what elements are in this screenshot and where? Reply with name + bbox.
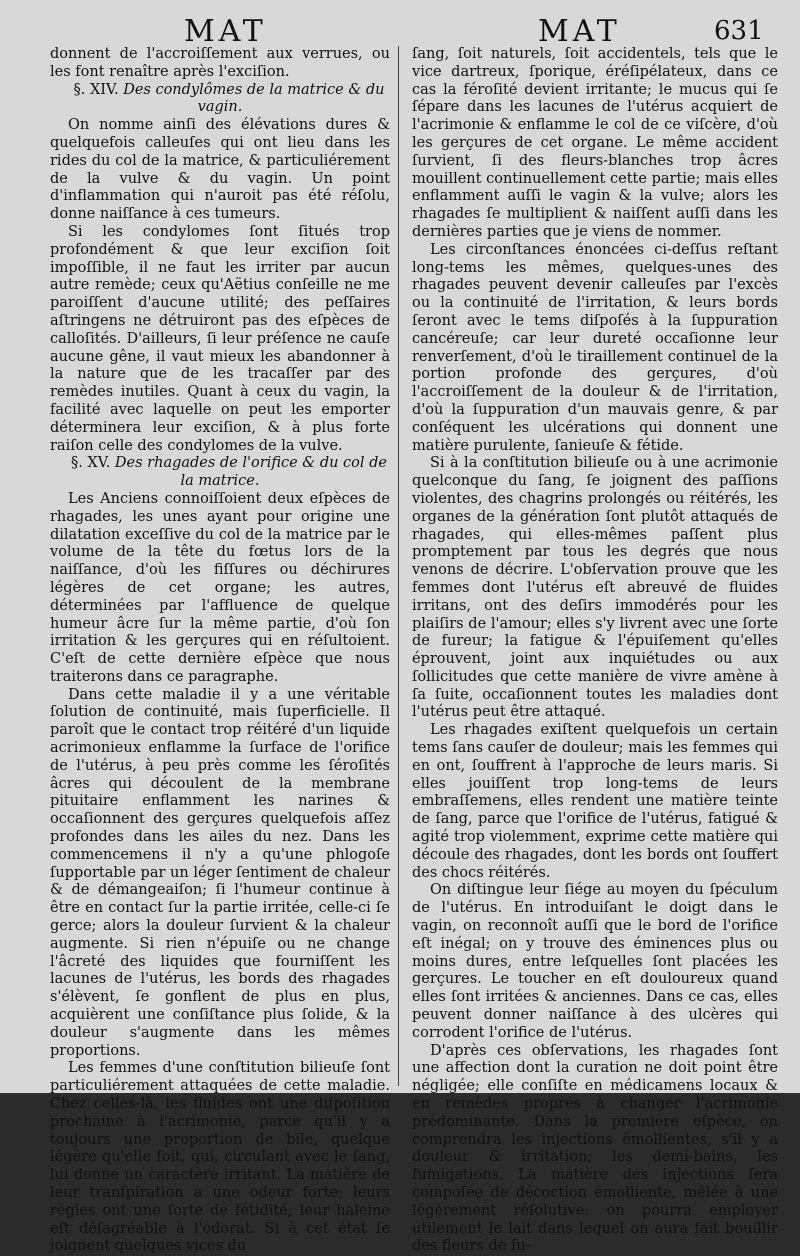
paragraph: Si à la conſtitution bilieuſe ou à une acrimonie quelconque du ſang, ſe joignent des paſſions violentes, des chagrins prolongés ou réitérés, les organes de la génération ſont plutôt attaqués de rhagades, qui elles-mêmes paſſent plus promptement par tous les degrés que nous venons de décrire. L'obſervation prouve que les femmes dont l'utérus eſt abreuvé de fluides irritans, ont des deſirs immodérés pour les plaiſirs de l'amour; elles s'y livrent avec une ſorte de fureur; la fatigue & l'épuiſement qu'elles éprouvent, joint aux inquiétudes ou aux ſollicitudes que cette manière de vivre amène à ſa ſuite, occaſionnent toutes les maladies dont l'utérus peut être attaqué.	[412, 455, 778, 721]
paragraph: donnent de l'accroiſſement aux verrues, ou les font renaître après l'exciſion.	[50, 46, 390, 80]
paragraph: Si les condylomes ſont ſitués trop profondément & que leur exciſion ſoit impoſſible, il ne faut les irriter par aucun autre remède; ceux qu'Aëtius conſeille ne me paroiſſent d'aucune utilité; des peſſaires aſtringens ne détruiront pas des eſpèces de calloſités. D'ailleurs, ſi leur préſence ne cauſe aucune gêne, il vaut mieux les abandonner à la nature que de les tracaſſer par des remèdes inutiles. Quant à ceux du vagin, la facilité avec laquelle on peut les emporter déterminera leur exciſion, & à plus forte raiſon celle des condylomes de la vulve.	[50, 223, 390, 454]
section-title: Des condylômes de la matrice & du vagin.	[123, 81, 385, 116]
left-column	[50, 46, 390, 1256]
header-left-title: MAT	[184, 14, 267, 49]
section-heading-xv	[50, 455, 390, 491]
running-header	[0, 8, 800, 49]
paragraph: On diſtingue leur ſiége au moyen du ſpéculum de l'utérus. En introduiſant le doigt dans le vagin, on reconnoît auſſi que le bord de l'orifice eſt inégal; on y trouve des éminences plus ou moins dures, entre leſquelles ſont placées les gerçures. Le toucher en eſt douloureux quand elles ſont irritées & anciennes. Dans ce cas, elles peuvent donner naiſſance à des ulcères qui corrodent l'orifice de l'utérus.	[412, 882, 778, 1041]
section-number: §. XV.	[70, 455, 111, 472]
section-number: §. XIV.	[73, 81, 119, 98]
paragraph: ſang, ſoit naturels, ſoit accidentels, tels que le vice dartreux, ſporique, éréſipélateux, dans ce cas la féroſité devient irritante; le mucus qui ſe ſépare dans les lacunes de l'utérus acquiert de l'acrimonie & enflamme le col de ce viſcère, d'où les gerçures de cet organe. Le même accident ſurvient, ſi des fleurs-blanches trop âcres mouillent continuellement cette partie; mais elles enflamment auſſi le vagin & la vulve; alors les rhagades ſe multiplient & naiſſent auſſi dans les dernières parties que je viens de nommer.	[412, 46, 778, 240]
paragraph: Les rhagades exiſtent quelquefois un certain tems ſans cauſer de douleur; mais les femmes qui en ont, ſouffrent à l'approche de leurs maris. Si elles jouiſſent trop long-tems de leurs embraſſemens, elles rendent une matière teinte de ſang, parce que l'orifice de l'utérus, fatigué & agité trop violemment, exprime cette matière qui découle des rhagades, dont les bords ont ſouffert des chocs réitérés.	[412, 722, 778, 881]
paragraph: Les femmes d'une conſtitution bilieuſe ſont particuliérement attaquées de cette maladie. Chez celles-là, les fluides ont une diſpoſition prochaine à l'acrimonie, parce qu'il y a toujours une proportion de bile, quelque légère qu'elle ſoit, qui, circulant avec le ſang, lui donne un caractère irritant. La matière de leur tranſpiration a une odeur forte; leurs règles ont une ſorte de fétidité; leur haleine eſt déſagréable à l'odorat. Si à cet état ſe joignent quelques vices du	[50, 1060, 390, 1255]
column-divider	[398, 46, 399, 1086]
paragraph: Dans cette maladie il y a une véritable ſolution de continuité, mais ſuperficielle. Il paroît que le contact trop réitéré d'un liquide acrimonieux enflamme la ſurface de l'orifice de l'utérus, à peu près comme les ſéroſités âcres qui découlent de la membrane pituitaire enflamment les narines & occaſionnent des gerçures quelquefois aſſez profondes dans les ailes du nez. Dans les commencemens il n'y a qu'une phlogoſe ſupportable par un léger ſentiment de chaleur & de démangeaiſon; ſi l'humeur continue à être en contact ſur la partie irritée, celle-ci ſe gerce; alors la douleur ſurvient & la chaleur augmente. Si rien n'épuiſe ou ne change l'âcreté des liquides que fourniſſent les lacunes de l'utérus, les bords des rhagades s'élèvent, ſe gonflent de plus en plus, acquièrent une conſiſtance plus ſolide, & la douleur s'augmente dans les mêmes proportions.	[50, 686, 390, 1059]
page-number: 631	[714, 16, 764, 46]
paragraph: Les Anciens connoiſſoient deux eſpèces de rhagades, les unes ayant pour origine une dilatation exceſſive du col de la matrice par le volume de la tête du fœtus lors de la naiſſance, d'où les fiſſures ou déchirures légères de cet organe; les autres, déterminées par l'affluence de quelque humeur âcre ſur la même partie, d'où ſon irritation & les gerçures qui en réſultoient. C'eſt de cette dernière eſpèce que nous traiterons dans ce paragraphe.	[50, 490, 390, 685]
paragraph: Les circonſtances énoncées ci-deſſus reſtant long-tems les mêmes, quelques-unes des rhagades peuvent devenir calleuſes par l'excès ou la continuité de l'irritation, & leurs bords ſeront avec le tems diſpoſés à la ſuppuration cancéreuſe; car leur dureté occaſionne leur renverſement, d'où le tiraillement continuel de la portion profonde des gerçures, d'où l'accroiſſement de la douleur & de l'irritation, d'où la ſuppuration d'un mauvais genre, & par conſéquent les ulcérations qui donnent une matière purulente, ſanieuſe & fétide.	[412, 241, 778, 454]
paragraph: D'après ces obſervations, les rhagades ſont une affection dont la curation ne doit point être négligée; elle conſiſte en médicamens locaux & en remèdes propres à changer l'acrimonie prédominante. Dans la première eſpèce, on comprendra les injections émollientes, s'il y a douleur & irritation; les demi-bains, les fumigations. La matière des injections ſera compoſée de décoction émolliente, mêlée à une légèrement réſolutive: on pourra employer utilement le lait dans lequel on aura fait bouillir des fleurs de ſu-	[412, 1042, 778, 1255]
right-column	[412, 46, 778, 1256]
paragraph: On nomme ainſi des élévations dures & quelquefois calleuſes qui ont lieu dans les rides du col de la matrice, & particuliérement de la vulve & du vagin. Un point d'inflammation qui n'auroit pas été réſolu, donne naiſſance à ces tumeurs.	[50, 117, 390, 223]
section-heading-xiv	[50, 82, 390, 118]
header-right-title: MAT	[538, 14, 621, 49]
section-title: Des rhagades de l'orifice & du col de la matrice.	[114, 455, 388, 490]
